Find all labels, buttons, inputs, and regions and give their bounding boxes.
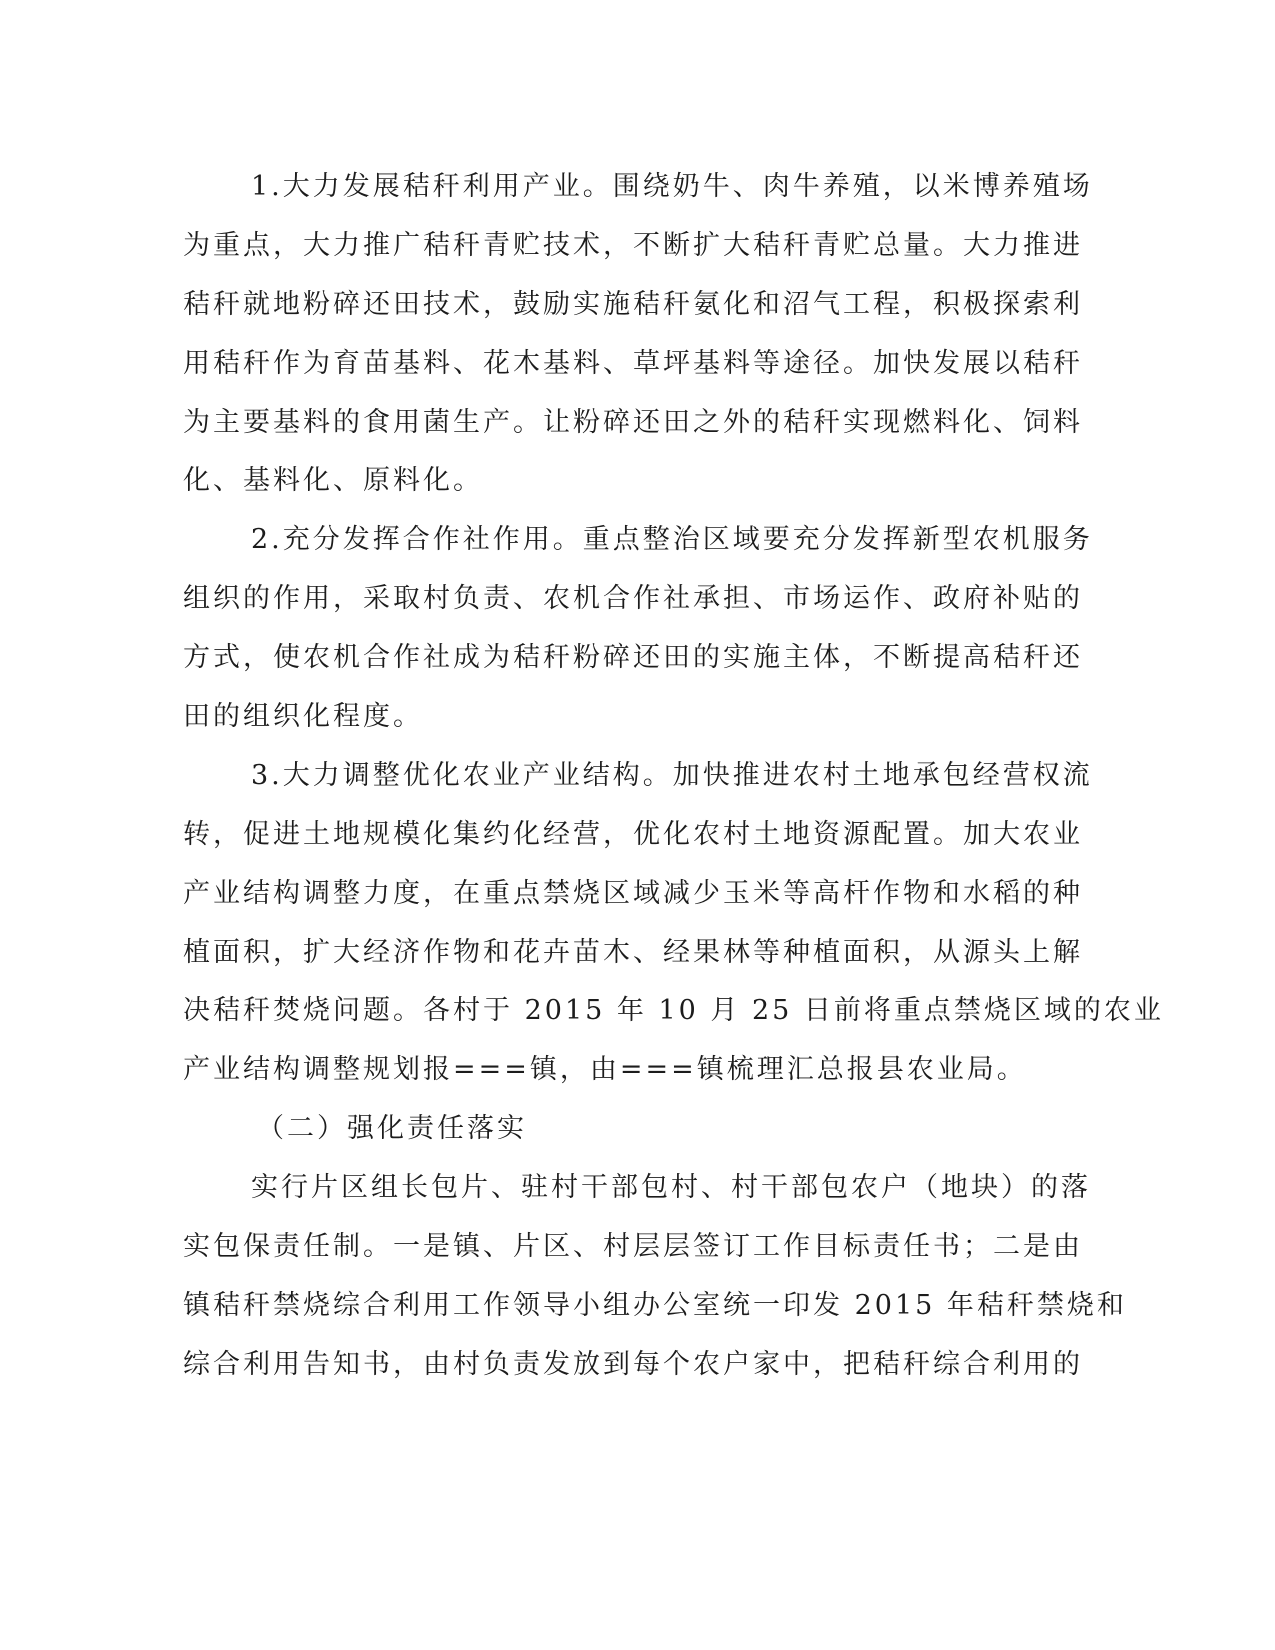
- paragraph-1-line-2: 为重点，大力推广秸秆青贮技术，不断扩大秸秆青贮总量。大力推进: [183, 229, 1083, 261]
- paragraph-3-line-1: 3.大力调整优化农业产业结构。加快推进农村土地承包经营权流: [251, 759, 1093, 791]
- paragraph-4-line-4: 综合利用告知书，由村负责发放到每个农户家中，把秸秆综合利用的: [183, 1348, 1083, 1380]
- paragraph-1-line-4: 用秸秆作为育苗基料、花木基料、草坪基料等途径。加快发展以秸秆: [183, 347, 1083, 379]
- paragraph-3-line-6: 产业结构调整规划报===镇，由===镇梳理汇总报县农业局。: [183, 1054, 1027, 1086]
- paragraph-3-line-5: 决秸秆焚烧问题。各村于 2015 年 10 月 25 日前将重点禁烧区域的农业: [183, 995, 1164, 1027]
- paragraph-2-line-3: 方式，使农机合作社成为秸秆粉碎还田的实施主体，不断提高秸秆还: [183, 642, 1083, 674]
- paragraph-1-line-3: 秸秆就地粉碎还田技术，鼓励实施秸秆氨化和沼气工程，积极探索利: [183, 288, 1083, 320]
- paragraph-3-line-2: 转，促进土地规模化集约化经营，优化农村土地资源配置。加大农业: [183, 818, 1083, 850]
- paragraph-2-line-4: 田的组织化程度。: [183, 701, 423, 733]
- section-heading: （二）强化责任落实: [257, 1113, 527, 1145]
- paragraph-3-line-4: 植面积，扩大经济作物和花卉苗木、经果林等种植面积，从源头上解: [183, 936, 1083, 968]
- paragraph-2-line-2: 组织的作用，采取村负责、农机合作社承担、市场运作、政府补贴的: [183, 583, 1083, 615]
- paragraph-4-line-2: 实包保责任制。一是镇、片区、村层层签订工作目标责任书；二是由: [183, 1231, 1083, 1263]
- paragraph-1-line-1: 1.大力发展秸秆利用产业。围绕奶牛、肉牛养殖，以米博养殖场: [251, 171, 1093, 202]
- paragraph-1-line-5: 为主要基料的食用菌生产。让粉碎还田之外的秸秆实现燃料化、饲料: [183, 406, 1083, 438]
- paragraph-3-line-3: 产业结构调整力度，在重点禁烧区域减少玉米等高杆作物和水稻的种: [183, 877, 1083, 909]
- paragraph-4-line-1: 实行片区组长包片、驻村干部包村、村干部包农户（地块）的落: [251, 1172, 1091, 1204]
- paragraph-2-line-1: 2.充分发挥合作社作用。重点整治区域要充分发挥新型农机服务: [251, 524, 1093, 556]
- body-text: [183, 158, 1164, 1395]
- paragraph-1-line-6: 化、基料化、原料化。: [183, 465, 483, 497]
- paragraph-4-line-3: 镇秸秆禁烧综合利用工作领导小组办公室统一印发 2015 年秸秆禁烧和: [183, 1289, 1127, 1321]
